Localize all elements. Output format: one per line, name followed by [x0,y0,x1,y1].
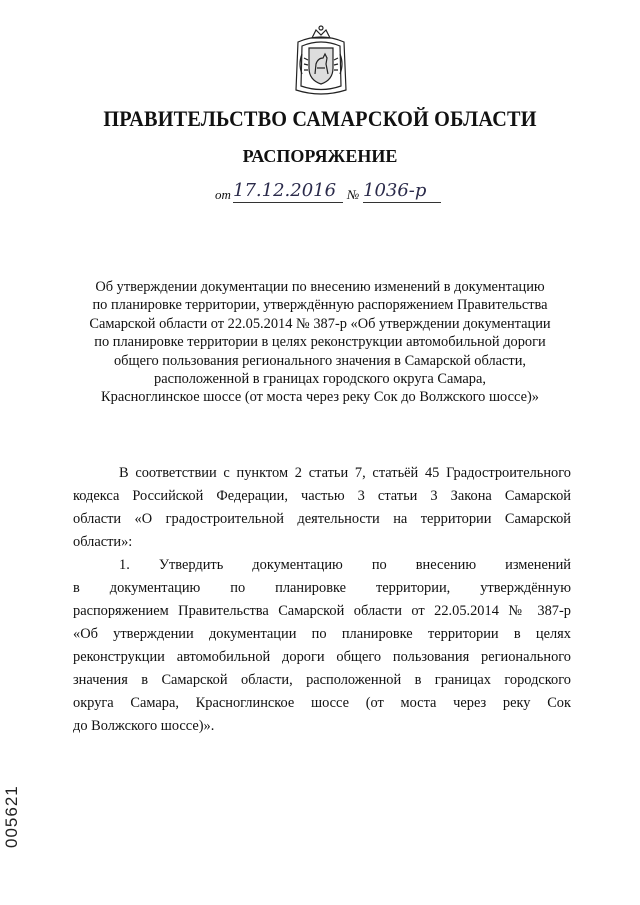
body-line: реконструкции автомобильной дороги общего пользования регионального [73,649,571,665]
subject-line: Самарской области от 22.05.2014 № 387-р «Об утверждении документации [89,315,551,332]
number-label: № [347,187,360,202]
body-line: В соответствии с пунктом 2 статьи 7, статьёй 45 Градостроительного [119,465,571,481]
subject-line: расположенной в границах городского округа Самара, [154,371,486,388]
document-subject [60,278,580,407]
date-value: 17.12.2016 [233,180,343,203]
document-body [73,462,571,738]
body-line: распоряжением Правительства Самарской области от 22.05.2014 № 387-р [73,603,571,619]
subject-line: общего пользования регионального значения в Самарской области, [113,352,526,369]
body-line: до Волжского шоссе)». [73,718,215,734]
subject-line: по планировке территории в целях реконструкции автомобильной дороги [94,334,546,351]
date-number-line [215,180,455,206]
number-value: 1036-р [363,180,441,203]
body-line: округа Самара, Красноглинское шоссе (от моста через реку Сок [73,695,571,711]
body-line: «Об утверждении документации по планировке территории в целях [73,626,571,642]
margin-stamp-number: 005621 [2,785,21,848]
samara-coat-of-arms-icon [290,24,352,98]
subject-line: по планировке территории, утверждённую распоряжением Правительства [92,297,548,314]
body-line: значения в Самарской области, расположенной в границах городского [73,672,571,688]
body-line: области»: [73,534,133,550]
body-line: области «О градостроительной деятельности на территории Самарской [73,511,571,527]
body-line: в документацию по планировке территории, утверждённую [73,580,571,596]
document-type: РАСПОРЯЖЕНИЕ [242,146,398,166]
item-1-paragraph [73,554,571,738]
subject-line: Красноглинское шоссе (от моста через реку Сок до Волжского шоссе)» [101,389,539,406]
subject-line: Об утверждении документации по внесению изменений в документацию [95,279,545,295]
body-line: 1. Утвердить документацию по внесению изменений [119,557,571,573]
body-line: кодекса Российской Федерации, частью 3 статьи 3 Закона Самарской [73,488,571,504]
organization-title: ПРАВИТЕЛЬСТВО САМАРСКОЙ ОБЛАСТИ [103,106,537,131]
preamble-paragraph [73,462,571,554]
date-label: от [215,187,231,202]
